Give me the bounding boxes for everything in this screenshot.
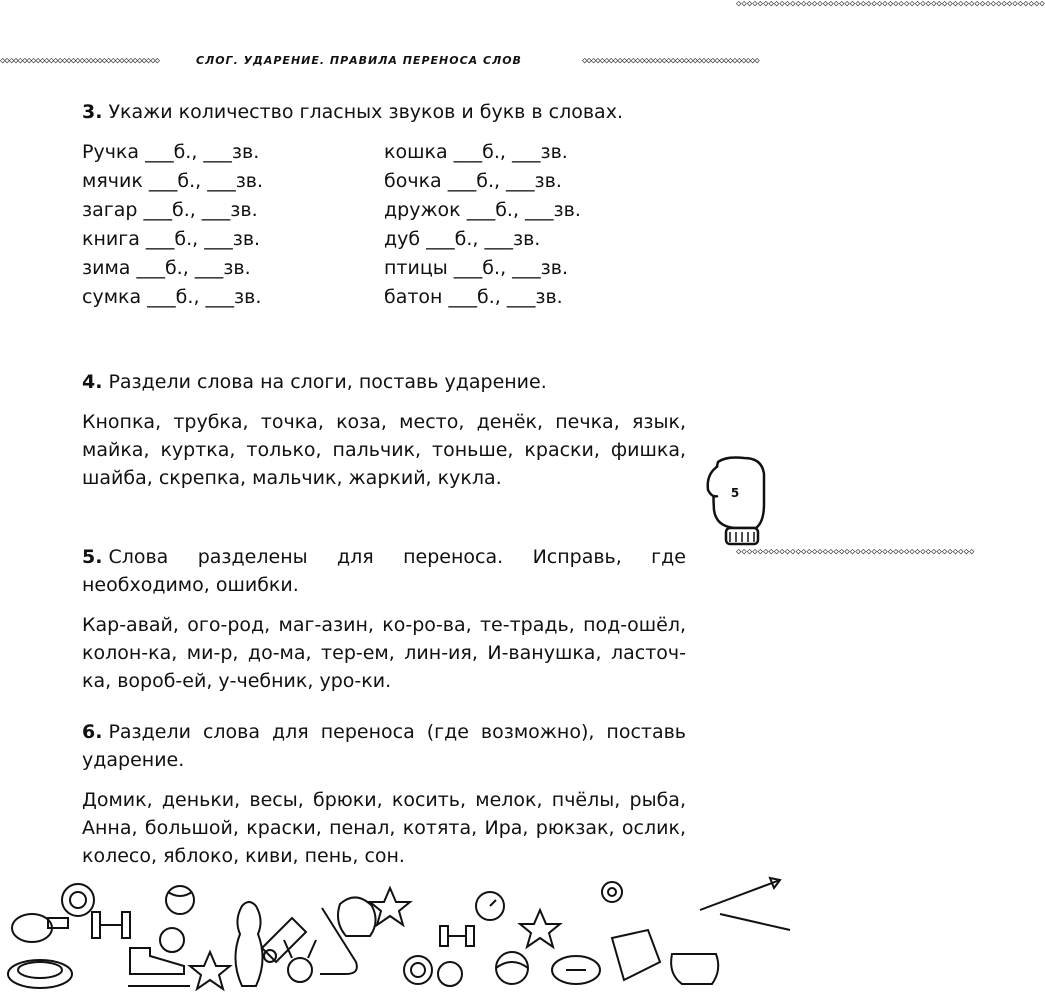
skate-icon xyxy=(128,948,190,986)
word-row: сумка ___б., ___зв. xyxy=(82,286,262,308)
word-row: батон ___б., ___зв. xyxy=(384,286,563,308)
task-5-instruction: Слова разделены для переноса. Исправь, где необходимо, ошибки. xyxy=(82,546,686,596)
task-5-heading xyxy=(82,543,686,599)
task-3 xyxy=(82,98,686,312)
task-5-words: Кар-авай, ого-род, маг-азин, ко-ро-ва, те-традь, под-ошёл, колон-ка, ми-р, до-ма, тер-ем, лин-ия, И-ванушка, ласточ-ка, вороб-ей, у-чебник, уро-ки. xyxy=(82,614,686,692)
dumbbell-icon xyxy=(92,912,130,938)
task-3-instruction: Укажи количество гласных звуков и букв в словах. xyxy=(108,101,623,123)
arrows-icon xyxy=(700,878,790,930)
rugby-ball-icon xyxy=(552,956,600,984)
task-4-heading xyxy=(82,368,686,396)
award-icon xyxy=(404,956,432,984)
header-border-right: ◇◇◇◇◇◇◇◇◇◇◇◇◇◇◇◇◇◇◇◇◇◇◇◇◇◇◇◇◇◇◇◇◇◇◇◇◇◇◇◇ xyxy=(582,56,759,66)
mitten-icon xyxy=(671,954,718,984)
medal-icon xyxy=(284,940,316,982)
task-3-word-columns xyxy=(82,138,686,312)
task-3-heading xyxy=(82,98,686,126)
task-6-words: Домик, деньки, весы, брюки, косить, мелок, пчёлы, рыба, Анна, большой, краски, пенал, котята, Ира, рюкзак, ослик, колесо, яблоко, киви, пень, сон. xyxy=(82,789,686,867)
word-row: зима ___б., ___зв. xyxy=(82,257,251,279)
task-3-number: 3. xyxy=(82,101,103,123)
word-row: мячик ___б., ___зв. xyxy=(82,170,264,192)
task-4-words: Кнопка, трубка, точка, коза, место, денёк, печка, язык, майка, куртка, только, пальчик, тоньше, краски, фишка, шайба, скрепка, мальчик, жаркий, кукла. xyxy=(82,411,686,489)
word-row: дружок ___б., ___зв. xyxy=(384,199,581,221)
side-border-bottom: ◇◇◇◇◇◇◇◇◇◇◇◇◇◇◇◇◇◇◇◇◇◇◇◇◇◇◇◇◇◇◇◇◇◇◇◇◇◇◇◇◇◇◇◇ xyxy=(736,547,975,557)
task-4-instruction: Раздели слова на слоги, поставь ударение. xyxy=(108,371,547,393)
task-6-number: 6. xyxy=(82,721,103,743)
whistle-icon xyxy=(12,914,68,942)
word-row: бочка ___б., ___зв. xyxy=(384,170,562,192)
stopwatch-icon xyxy=(476,892,504,920)
word-row: дуб ___б., ___зв. xyxy=(384,228,541,250)
word-row: кошка ___б., ___зв. xyxy=(384,141,568,163)
ball-icon xyxy=(496,952,528,984)
header-border-left: ◇◇◇◇◇◇◇◇◇◇◇◇◇◇◇◇◇◇◇◇◇◇◇◇◇◇◇◇◇◇◇◇◇◇◇◇ xyxy=(0,56,160,66)
task-4-number: 4. xyxy=(82,371,103,393)
target-icon xyxy=(62,884,94,916)
star-icon xyxy=(520,910,560,947)
dumbbell-icon xyxy=(440,926,474,946)
task-3-right-column xyxy=(384,138,686,312)
frisbee-icon xyxy=(8,960,72,988)
word-row: книга ___б., ___зв. xyxy=(82,228,261,250)
chapter-title: СЛОГ. УДАРЕНИЕ. ПРАВИЛА ПЕРЕНОСА СЛОВ xyxy=(196,54,522,67)
page-number: 5 xyxy=(730,486,740,500)
word-row: птицы ___б., ___зв. xyxy=(384,257,568,279)
task-4 xyxy=(82,368,686,492)
word-row: загар ___б., ___зв. xyxy=(82,199,258,221)
shell-icon xyxy=(602,882,622,902)
bowling-pin-icon xyxy=(235,902,262,986)
sports-decoration-border xyxy=(0,870,800,1000)
side-border-top: ◇◇◇◇◇◇◇◇◇◇◇◇◇◇◇◇◇◇◇◇◇◇◇◇◇◇◇◇◇◇◇◇◇◇◇◇◇◇◇◇◇◇◇◇◇◇◇◇◇◇◇◇◇◇◇◇◇ xyxy=(736,0,1045,9)
ball-icon xyxy=(438,962,462,986)
word-row: Ручка ___б., ___зв. xyxy=(82,141,260,163)
task-5-number: 5. xyxy=(82,546,103,568)
ball-icon xyxy=(160,886,194,952)
glove-icon xyxy=(338,897,376,936)
task-6-heading xyxy=(82,718,686,774)
task-6 xyxy=(82,718,686,870)
star-icon xyxy=(190,952,230,989)
flipper-icon xyxy=(612,930,660,980)
task-5 xyxy=(82,543,686,695)
task-6-instruction: Раздели слова для переноса (где возможно), поставь ударение. xyxy=(82,721,686,771)
mitten-icon xyxy=(704,452,770,548)
task-3-left-column xyxy=(82,138,384,312)
